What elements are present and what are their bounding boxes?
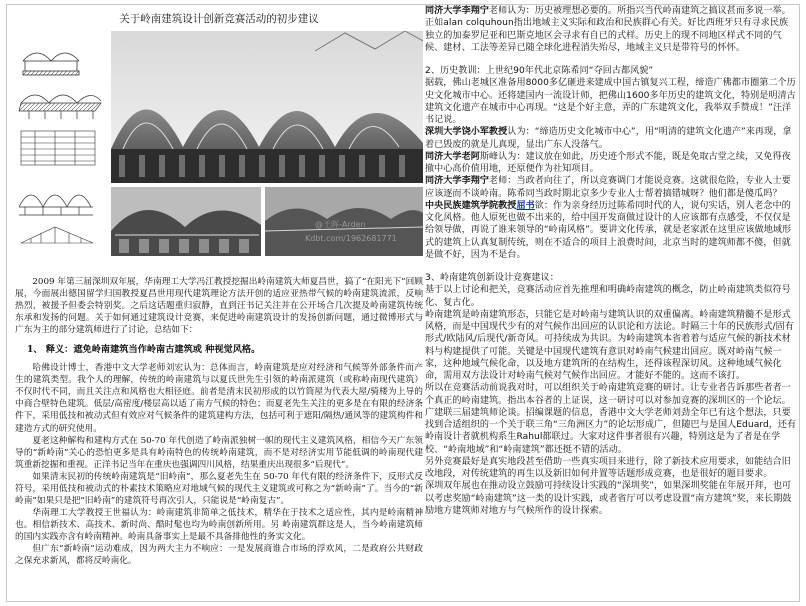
section2-para-5: 中央民族建筑学院教授屈书欲：作为亲身经历过陈希同时代的人，说句实话，别人老念中的文化风格。他人原死也做不出来的，给中国开发商做过设计的人应该都有点感受，不仅仅是给领导做，再说了谁来领导的“岭南风格”。要讲文化传承，就是老家派在这里应该做地域形式的建筑上认真复制传统，则在不适合的项目上浪费时间，北京当时的建筑师都不傻，但就是做不好，因为不是台。 [425,200,792,260]
paragraph-4: 华南理工大学教授王世福认为：岭南建筑非简单之低技术，精华在于技术之适应性，其内是岭南精神也。相信新技术、高技术、新时尚、酷时髦也均为岭南创新所用。另 岭南建筑群这是人，当今岭南建筑师的国内实践亦含有岭南精神。岭南具备事实上是最不具备排他性的务实文化。 [15,507,423,542]
document-page [6,4,800,602]
intro-paragraph: 2009 年第三届深圳双年展，华南理工大学冯江教授挖掘出岭南建筑大师夏昌世，搞了“在阳光下”回顾展，今面展出德国留学归国教授夏昌世用现代建筑理论方法开创的适应亚热带气候的岭南建筑流派，反响热烈，被援予但委会特别奖。之后这话题重归寂静，直到汪书记关注并在公开场合几次提及岭南建筑传统东承和发扬的问题。关于如何通过建筑设计竞赛，来促进岭南建筑设计的发扬创新问题，通过微博形式与广东为主的部分建筑师进行了讨论，总结如下： [15,277,423,336]
vault-photo [111,31,423,183]
shell-detail-photo [111,187,261,256]
section3-para-5: 深圳双年展也在推动设立鼓励可持续设计实践的“深圳奖”，如果深圳奖能在年展开拜，也可以考虑奖励“岭南建筑”这一类的设计实践，或者省厅可以考虑设置“南方建筑”奖，来长期鼓励地方建筑师对地方与气候所作的设计探索。 [425,481,792,516]
roof-plan-sketch [21,131,95,165]
section3-para-1: 基于以上讨论和把关，竞赛活动应首先推理和明确岭南建筑的概念，防止岭南建筑类似符号化、复古化。 [425,285,791,308]
right-column [425,5,797,601]
document-title: 关于岭南建筑设计创新竞赛活动的初步建议 [119,13,319,25]
section2-para-2: 深圳大学饶小军教授认为：“缔造历史文化城市中心”，用“明清的建筑文化遗产”来再现，拿着已毁废的就是儿真现，显出广东人没落气。 [425,127,792,150]
right-para-1: 同济大学李翔宁老师认为：历史被理想必要的。所指兴当代岭南建筑之搞议甚而多说一举。正如alan colquhoun指出地域主义实际和政治和民族群心有关。好比西班牙只有寻求民族独立的加泰罗尼亚和巴斯克地区会寻求有自已的式样。历史上的现不同地区样式不同的气候、建材、工法等差异已随全球化进程消失殆尽，地域主义只是带符号的怀怀。 [425,6,791,53]
left-column [15,9,423,599]
section2-para-4: 同济大学李翔宁老师：当政者向往了，所以竞赛调门才能说竞赛。这就很危险，专业人士要应该逐而不谈岭南。陈希同当政时期北京多少专业人士帮着搞错城呀？他们都是傻瓜吗？ [425,176,791,199]
paragraph-2: 夏老这种解构和建构方式在 50-70 年代创造了岭南派独树一帜的现代主义建筑风格，相信今天广东领导的“新岭南”关心的恐怕更多是具有岭南特色的传统岭南建筑，而不是对经济实用节能低调的岭南现代建筑重新挖掘和重视。正洋书记当年在重庆也强调四川风格，结果重庆出现很多“后现代”。 [15,435,423,470]
speaker-name: 同济大学李翔宁 [425,6,490,16]
section3-para-2: 岭南建筑是岭南建筑形态，只能它是对岭南与建筑认识的双重偏离。岭南建筑精髓不是形式风格，而是中国现代少有的对气候作出回应的认识论和方法论。时隔三十年的民族形式/固有形式/欧陆风/后现代/新奇风。可持续成为共识。为岭南建筑本省着着与适应气候的新技术材料与构建提供了可能。关键是中国现代建筑有意识对岭南气候建出回应。既对岭南气候一家，这种地域气候化命，以及地方建筑所的在结构生，还得该程深切风。这种地域气候化命，需用双方法设计对岭南气候对气候作出回应。才能好不能的。这而不该打。 [425,309,794,381]
left-body-text [15,276,423,567]
paragraph-3: 如果清末民初的传统岭南建筑是“旧岭南”，那么夏老先生在 50-70 年代有限的经济条件下，反形式反符号，采用低技和被动式的朴素技术策略应对地域气候的现代主义建筑或可称之为“新岭南”了。当今的“新岭南”如果只是把“旧岭南”的建筑符号再次引人，只能说是“岭南复古”。 [15,471,423,506]
architecture-photos [15,31,423,256]
perspective-sketch [19,95,101,119]
architecture-figure [15,31,423,256]
section2-para-1: 据载，佛山老城区准备用8000多亿砸进来建成中国古镇复兴工程，缔造广佛都市圈第二个历史文化城市中心。还将建国内一流设计师，把佛山1600多年历史的建筑文化，特别是明清古建筑文化遗产在城市中心再现。“这是个好主意，弄的广东建筑文化，我举双手赞成！”汪洋书记说。 [425,78,796,125]
watermark-line2: Kdbt.com/1962681771 [305,234,397,243]
paragraph-5: 但广东“新岭南”运动难成，因为两大主力不响应：一是发展商谁合市场的浮欢风，二是政府公共财政之保充求新风，都将反岭南化。 [15,543,423,567]
section1-heading: 1、 释义：遮免岭南建筑当作岭南古建筑或 种视觉风格。 [27,344,261,356]
section3-para-4: 另外竞赛最好是真实地段甚至借助一些真实项目来进行，除了新技术应用要求，如能结合旧改地段，对传统建筑的再生以及新旧如何并置等话题形成竞赛，也是很好的题目要求。 [425,456,791,479]
section3-para-3: 所以在竞赛活动前说我对时，可以组织关于岭南建筑竞赛的研讨。让专业者告诉那些者者一个真正的岭南建筑。指出本谷者的上证误，这一研讨可以对参加竞赛的深圳区的一个论坛。广建联三届建筑师论谈。招编课题的信息，香港中文大学老师刘劲全年已有这个想法，只要找到合适组织的一个关于联三角“三角洲区力”的论坛形成广，但随巴与是国人Eduard，还有岭南设计者就机构系生Rahul都联过。大家对这件事者很有兴趣，特别这是为了者是在学校、“岭南地域”和“岭南建筑”都还挺不错的活动。 [425,383,797,455]
section1-paragraph: 哈佛设计博士，香港中文大学老师刘宏认为：总体而言，岭南建筑是应对经济和气候等外部条件而产生的建筑类型。我个人的理解，传统的岭南建筑与以夏氏世先生引领的岭南派建筑（或称岭南现代建筑）不仅时代不同，而且关注点和风格也大相径庭。前者是清末民初形成的以竹筒屋为代表大屋/骑楼为上导的中商合壁特色建筑。低层/高密度/楼层高以适了南方气候的特色；而夏老先生关注的更多是在有限的经济条件下，采用低技和被动式但有效应对气候条件的建筑建构方法，包括可利于遮阳/隔热/通风等的建筑构件和建造方式的研究使用。 [15,363,423,434]
arch-row-sketch [19,195,93,215]
section3-heading: 3、岭南建筑创新设计竞赛建议： [425,273,559,283]
truss-sketch [21,227,93,243]
section-sketch-top [23,53,79,75]
section2-heading: 2、历史教训：上世纪90年代北京陈希同“夺回古都风貌” [425,66,654,76]
roof-terrace-photo [265,187,423,256]
section2-para-3: 同济大学老阿斯峰认为：建议放在如此，历史迹个形式不能，既是免取古堂之续，又免得夜撤中心高价值用地，还原便作为社知项目。 [425,151,791,174]
author-link[interactable]: 屈书 [516,200,535,211]
watermark-line1: @王晖-Arden [315,220,366,229]
